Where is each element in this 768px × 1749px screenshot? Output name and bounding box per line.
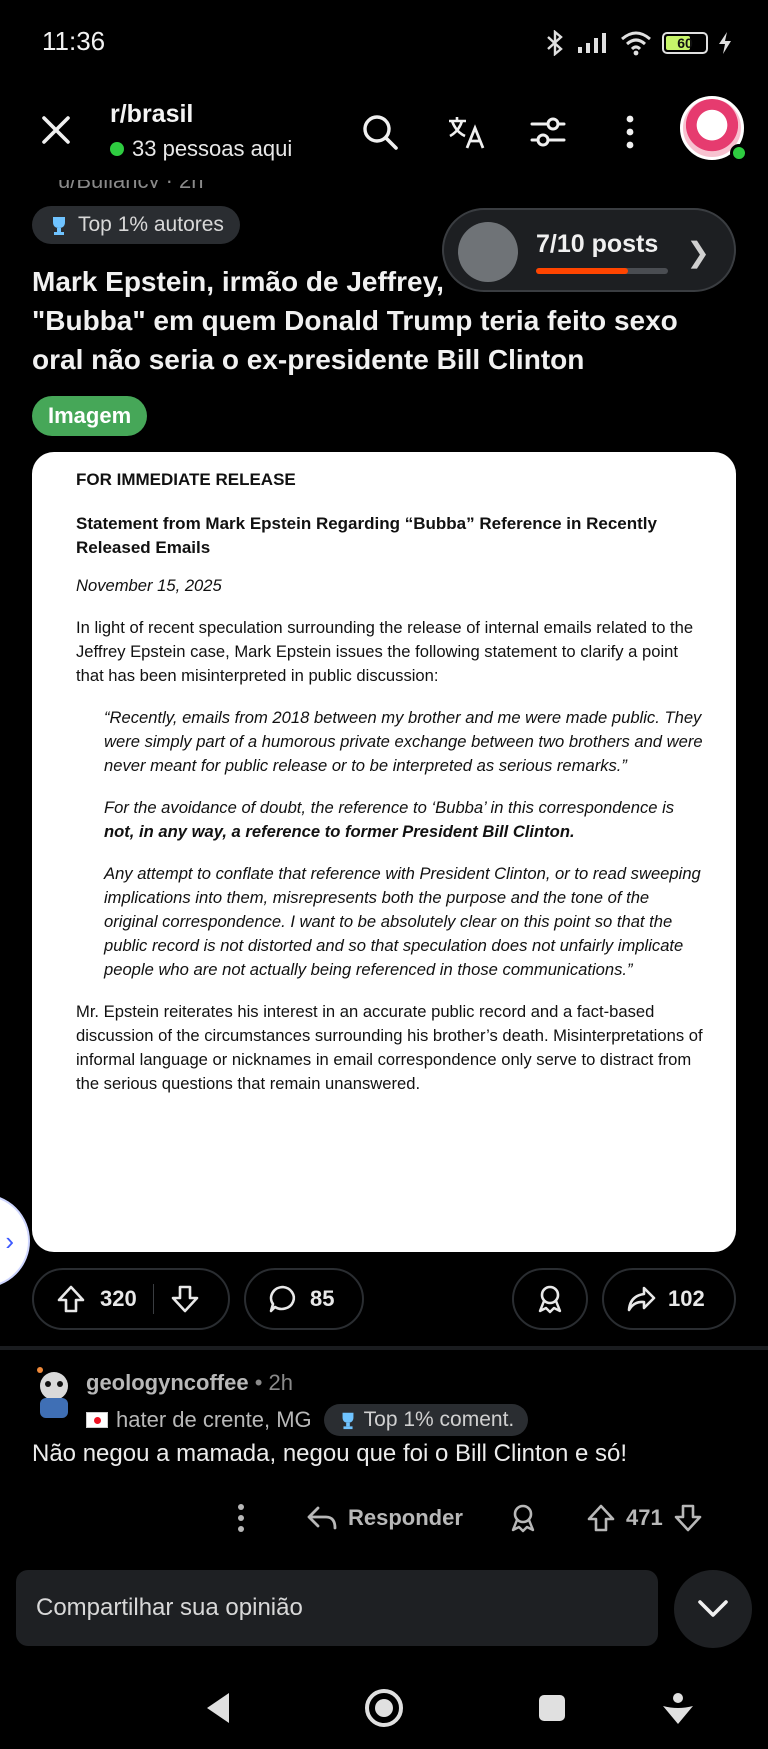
battery-level: 60 [677,35,693,51]
more-options-button[interactable] [608,110,652,154]
doc-subheading: Statement from Mark Epstein Regarding “Bubba” Reference in Recently Released Emails [76,514,657,557]
post-title-line: "Bubba" em quem Donald Trump teria feito sexo [32,305,678,336]
upvote-icon[interactable] [56,1284,86,1314]
trophy-icon [48,214,70,236]
share-count: 102 [668,1286,705,1311]
status-time: 11:36 [42,26,106,56]
award-icon [508,1503,538,1533]
vote-count: 320 [100,1286,137,1311]
top-author-label: Top 1% autores [78,213,224,236]
nav-recents-button[interactable] [530,1686,574,1730]
back-icon [203,1691,233,1725]
comment-more-button[interactable] [236,1496,246,1540]
comment-icon [268,1284,298,1314]
more-vertical-icon [624,114,636,150]
post-title-line: oral não seria o ex-presidente Bill Clinton [32,344,585,375]
sliders-icon [528,112,568,152]
award-icon [535,1284,565,1314]
status-bar [0,0,768,88]
progress-bar-fill [536,268,628,274]
post-image[interactable] [32,452,736,1252]
share-icon [626,1284,656,1314]
doc-quote-2-bold: not, in any way, a reference to former President Bill Clinton. [104,822,575,841]
wifi-icon [620,30,652,56]
collapse-button[interactable] [674,1570,752,1648]
doc-intro: In light of recent speculation surrounding the release of internal emails related to the Jeffrey Epstein case, Mark Epstein issues the following statement to clarify a point that has been misinterpreted in public discussion: [76,618,694,685]
post-action-bar [0,1268,768,1330]
comment-time: • 2h [254,1370,293,1395]
comment-award-button[interactable] [508,1496,538,1540]
progress-label: 7/10 posts [536,230,659,258]
comment-vote-control [586,1496,703,1540]
subreddit-name[interactable]: r/brasil [110,100,194,128]
share-button[interactable] [602,1268,736,1330]
chevron-right-icon: › [5,1226,14,1256]
comment-composer[interactable]: Compartilhar sua opinião [16,1570,658,1646]
avatar-online-dot [730,144,748,162]
home-icon [363,1687,405,1729]
nav-assistant-button[interactable] [656,1686,700,1730]
translate-button[interactable] [444,110,488,154]
flag-icon [86,1412,108,1428]
top-app-bar [0,88,768,180]
bluetooth-icon [544,30,566,56]
online-count [110,136,292,162]
comment-flair-text: hater de crente, MG [116,1407,312,1432]
signal-icon [576,31,610,55]
doc-quote-2-text: For the avoidance of doubt, the reference to ‘Bubba’ in this correspondence is [104,798,675,817]
doc-quote-3: Any attempt to conflate that reference with President Clinton, or to read sweeping implications into them, misrepresents both the purpose and the tone of the original correspondence. I want to be absolutely clear on this point so that the public record is not distorted and so that speculation does not unfairly implicate people who are not actually being referenced in those communications.” [104,864,701,979]
chevron-down-icon [696,1598,730,1620]
comment-author[interactable] [86,1370,293,1396]
comment-vote-count: 471 [626,1505,663,1530]
search-icon [360,112,400,152]
filter-button[interactable] [526,110,570,154]
nav-home-button[interactable] [362,1686,406,1730]
comment-count: 85 [310,1286,335,1311]
vote-control [32,1268,230,1330]
translate-icon [446,112,486,152]
progress-bar [536,268,668,274]
comments-button[interactable] [244,1268,364,1330]
award-button[interactable] [512,1268,588,1330]
doc-quote-1: “Recently, emails from 2018 between my brother and me were made public. They were simply part of a humorous private exchange between two brothers and were never meant for public release or to be interpreted as serious remarks.” [104,708,703,775]
status-icons [544,30,732,56]
search-button[interactable] [358,110,402,154]
trophy-icon [338,1410,358,1430]
post-flair[interactable]: Imagem [32,396,147,436]
online-label: 33 pessoas aqui [132,136,293,161]
downvote-icon[interactable] [673,1503,703,1533]
comment-body: Não negou a mamada, negou que foi o Bill Clinton e só! [32,1440,628,1467]
system-nav-bar [0,1676,768,1749]
commenter-avatar[interactable] [32,1364,76,1420]
top-author-badge [32,206,240,244]
doc-date: November 15, 2025 [76,576,222,595]
section-divider [0,1346,768,1350]
doc-heading: FOR IMMEDIATE RELEASE [76,470,296,489]
post-title-line: Mark Epstein, irmão de Jeffrey, [32,266,444,297]
charging-icon [718,32,732,54]
downvote-icon[interactable] [170,1284,200,1314]
reply-label: Responder [348,1505,463,1530]
more-vertical-icon [236,1503,246,1533]
close-icon [36,110,76,150]
recents-icon [537,1693,567,1723]
upvote-icon[interactable] [586,1503,616,1533]
reply-button[interactable] [306,1496,463,1540]
comment-action-bar [0,1496,768,1540]
top-commenter-label: Top 1% coment. [363,1408,515,1431]
assistant-icon [660,1690,696,1726]
doc-quote-2 [104,796,704,844]
chevron-right-icon: ❯ [686,237,710,268]
close-button[interactable] [36,110,76,150]
comment-flair [86,1404,528,1436]
online-dot [110,142,124,156]
post-progress-pill[interactable] [442,208,736,292]
doc-closing: Mr. Epstein reiterates his interest in an accurate public record and a fact-based discussion of the circumstances surrounding his brother’s death. Misinterpretations of informal language or nicknames in email correspondence only serve to distract from the serious questions that remain unanswered. [76,1002,703,1093]
nav-back-button[interactable] [196,1686,240,1730]
reply-icon [306,1504,338,1532]
battery-icon [662,32,708,54]
comment-username: geologyncoffee [86,1370,249,1395]
top-commenter-badge [324,1404,529,1436]
progress-avatar [458,222,518,282]
